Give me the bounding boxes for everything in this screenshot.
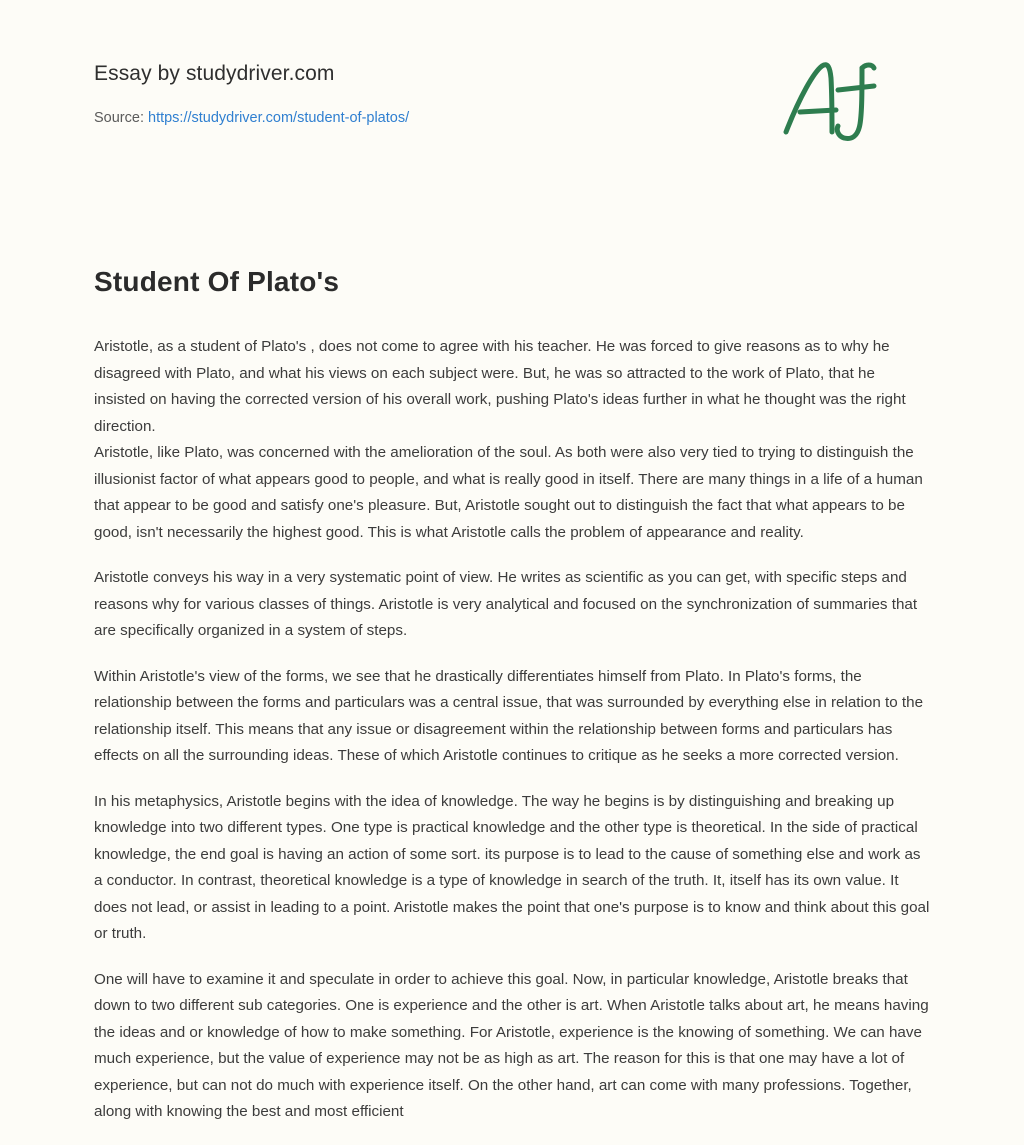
page-title: Student Of Plato's	[94, 266, 340, 297]
paragraph: Aristotle, like Plato, was concerned with the amelioration of the soul. As both were also very tied to trying to distinguish the illusionist factor of what appears good to people, and what is really good in itself. There are many things in a life of a human that appear to be good and satisfy one's pleasure. But, Aristotle sought out to distinguish the fact that what appears to be good, isn't necessarily the highest good. This is what Aristotle calls the problem of appearance and reality.	[94, 444, 923, 541]
paragraph: Aristotle conveys his way in a very systematic point of view. He writes as scientific as you can get, with specific steps and reasons why for various classes of things. Aristotle is very analytical and focused on the synchronization of summaries that are specifically organized in a system of steps.	[94, 569, 918, 639]
paragraph: Within Aristotle's view of the forms, we see that he drastically differentiates himself from Plato. In Plato's forms, the relationship between the forms and particulars was a central issue, that was surrounded by everything else in relation to the relationship itself. This means that any issue or disagreement within the relationship between forms and particulars has effects on all the surrounding ideas. These of which Aristotle continues to critique as he seeks a more corrected version.	[94, 667, 924, 764]
header-left	[94, 52, 409, 126]
source-url-link[interactable]: https://studydriver.com/student-of-platos/	[148, 110, 410, 126]
document-header	[94, 52, 930, 148]
essay-byline	[94, 62, 409, 86]
aj-monogram-icon	[774, 56, 906, 148]
paragraph: One will have to examine it and speculate in order to achieve this goal. Now, in particular knowledge, Aristotle breaks that down to two different sub categories. One is experience and the other is art. When Aristotle talks about art, he means having the ideas and or knowledge of how to make something. For Aristotle, experience is the knowing of something. We can have much experience, but the value of experience may not be as high as art. The reason for this is that one may have a lot of experience, but can not do much with experience itself. On the other hand, art can come with many professions. Together, along with knowing the best and most efficient	[94, 970, 929, 1120]
article-body	[94, 334, 930, 1126]
essay-by-prefix: Essay by	[94, 62, 186, 85]
source-label: Source:	[94, 110, 148, 126]
brand-name: studydriver.com	[185, 62, 335, 85]
source-line	[94, 110, 409, 126]
paragraph: In his metaphysics, Aristotle begins with the idea of knowledge. The way he begins is by distinguishing and breaking up knowledge into two different types. One type is practical knowledge and the other type is theoretical. In the side of practical knowledge, the end goal is having an action of some sort. its purpose is to lead to the cause of something else and work as a conductor. In contrast, theoretical knowledge is a type of knowledge in search of the truth. It, itself has its own value. It does not lead, or assist in leading to a point. Aristotle makes the point that one's purpose is to know and think about this goal or truth.	[94, 792, 930, 942]
paragraph: Aristotle, as a student of Plato's , does not come to agree with his teacher. He was forced to give reasons as to why he disagreed with Plato, and what his views on each subject were. But, he was so attracted to the work of Plato, that he insisted on having the corrected version of his overall work, pushing Plato's ideas further in what he thought was the right direction.	[94, 338, 906, 435]
